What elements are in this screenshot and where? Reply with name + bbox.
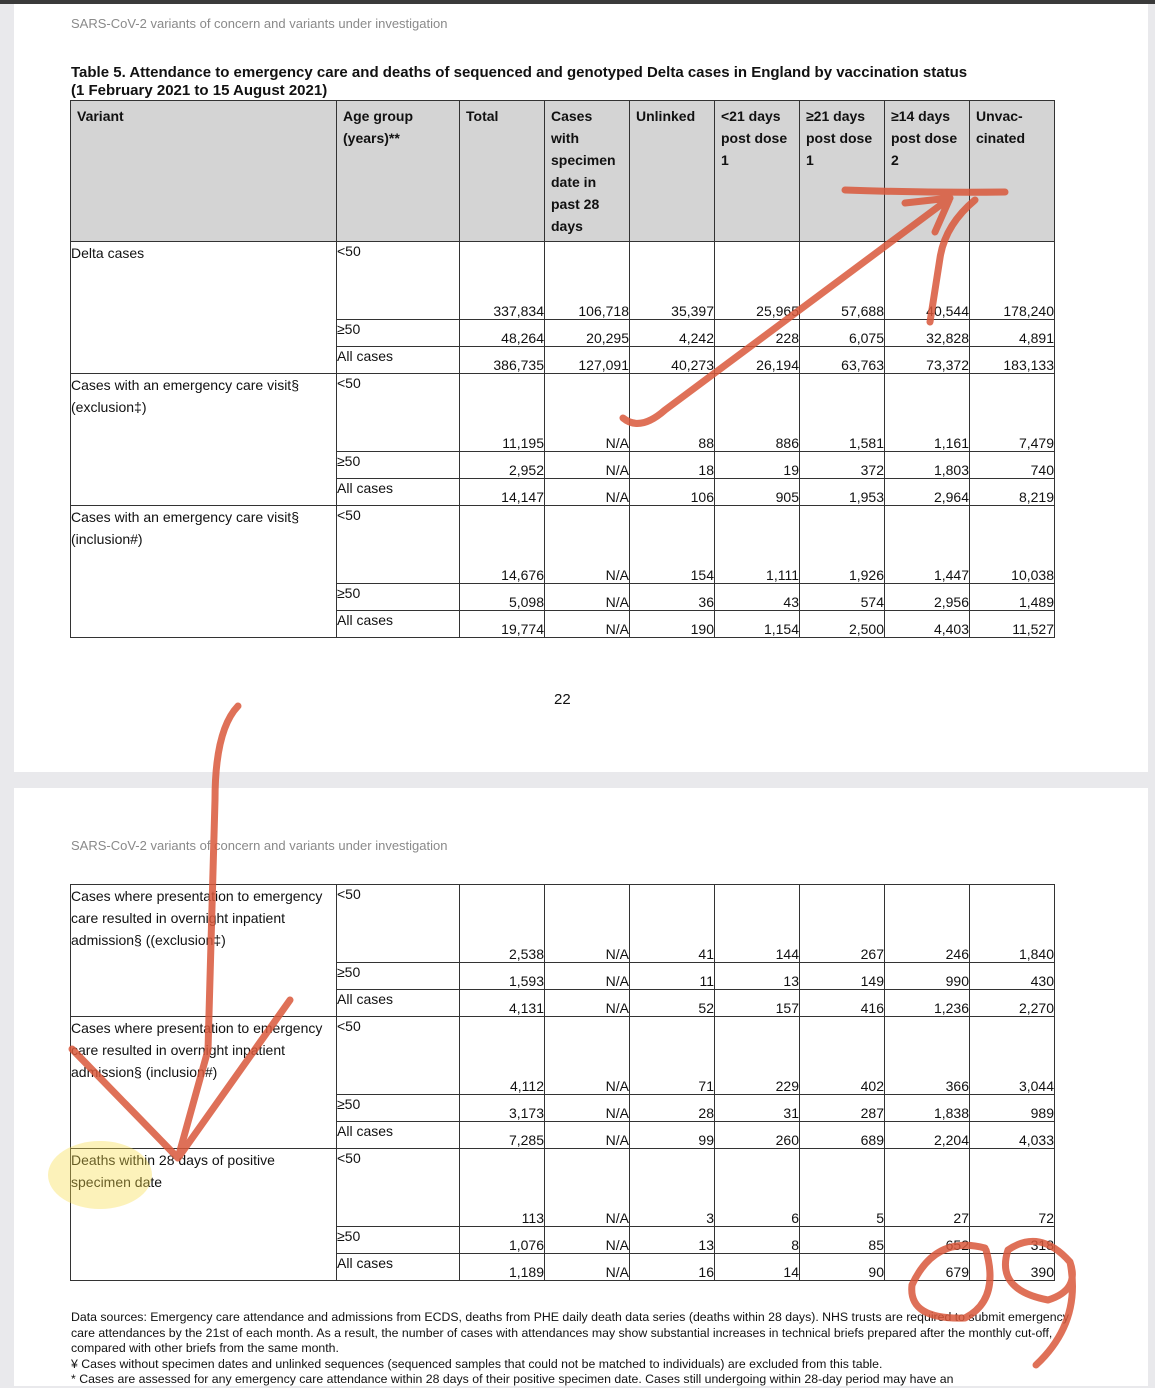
variant-label: Delta cases	[71, 242, 337, 374]
cell-unvaccinated: 430	[970, 963, 1055, 990]
table-title-line-1: Table 5. Attendance to emergency care and deaths of sequenced and genotyped Delta cases in England by vaccination status	[71, 64, 968, 81]
cell-ge21-post-dose1: 149	[800, 963, 885, 990]
cell-unvaccinated: 1,489	[970, 584, 1055, 611]
cell-with-specimen: N/A	[545, 611, 630, 638]
cell-unvaccinated: 390	[970, 1254, 1055, 1281]
cell-with-specimen: N/A	[545, 1254, 630, 1281]
age-group-cell: <50	[337, 374, 460, 452]
cell-unvaccinated: 183,133	[970, 347, 1055, 374]
cell-unvaccinated: 10,038	[970, 506, 1055, 584]
age-group-cell: All cases	[337, 1254, 460, 1281]
cell-total: 14,676	[460, 506, 545, 584]
cell-ge14-post-dose2: 1,803	[885, 452, 970, 479]
cell-lt21-post-dose1: 8	[715, 1227, 800, 1254]
age-group-cell: <50	[337, 1149, 460, 1227]
variant-label: Deaths within 28 days of positive specimen date	[71, 1149, 337, 1281]
cell-unlinked: 13	[630, 1227, 715, 1254]
cell-ge21-post-dose1: 267	[800, 885, 885, 963]
cell-ge21-post-dose1: 90	[800, 1254, 885, 1281]
cell-with-specimen: N/A	[545, 506, 630, 584]
arrow-to-vaccinated-column	[623, 198, 950, 423]
age-group-cell: ≥50	[337, 320, 460, 347]
cell-total: 4,112	[460, 1017, 545, 1095]
cell-unlinked: 99	[630, 1122, 715, 1149]
cell-unlinked: 4,242	[630, 320, 715, 347]
cell-unvaccinated: 1,840	[970, 885, 1055, 963]
cell-unvaccinated: 8,219	[970, 479, 1055, 506]
cell-unlinked: 190	[630, 611, 715, 638]
variant-label: Cases where presentation to emergency care resulted in overnight inpatient admission§ (inclusion#)	[71, 1017, 337, 1149]
variant-label: Cases with an emergency care visit§ (exclusion‡)	[71, 374, 337, 506]
cell-total: 4,131	[460, 990, 545, 1017]
cell-with-specimen: N/A	[545, 479, 630, 506]
age-group-cell: All cases	[337, 990, 460, 1017]
cell-total: 3,173	[460, 1095, 545, 1122]
cell-lt21-post-dose1: 6	[715, 1149, 800, 1227]
cell-with-specimen: N/A	[545, 963, 630, 990]
cell-ge14-post-dose2: 652	[885, 1227, 970, 1254]
cell-with-specimen: N/A	[545, 452, 630, 479]
cell-unvaccinated: 740	[970, 452, 1055, 479]
variant-label: Cases with an emergency care visit§ (inclusion#)	[71, 506, 337, 638]
cell-ge14-post-dose2: 2,964	[885, 479, 970, 506]
cell-with-specimen: N/A	[545, 885, 630, 963]
cell-ge21-post-dose1: 1,581	[800, 374, 885, 452]
cell-total: 1,076	[460, 1227, 545, 1254]
running-header: SARS-CoV-2 variants of concern and variants under investigation	[71, 16, 448, 31]
cell-ge21-post-dose1: 287	[800, 1095, 885, 1122]
cell-ge21-post-dose1: 416	[800, 990, 885, 1017]
cell-unvaccinated: 178,240	[970, 242, 1055, 320]
cell-lt21-post-dose1: 1,111	[715, 506, 800, 584]
cell-unlinked: 3	[630, 1149, 715, 1227]
cell-lt21-post-dose1: 31	[715, 1095, 800, 1122]
age-group-cell: <50	[337, 242, 460, 320]
cell-unlinked: 154	[630, 506, 715, 584]
cell-lt21-post-dose1: 26,194	[715, 347, 800, 374]
cell-unlinked: 88	[630, 374, 715, 452]
cell-total: 113	[460, 1149, 545, 1227]
cell-with-specimen: N/A	[545, 1017, 630, 1095]
cell-ge21-post-dose1: 85	[800, 1227, 885, 1254]
cell-ge21-post-dose1: 1,926	[800, 506, 885, 584]
cell-unlinked: 18	[630, 452, 715, 479]
cell-lt21-post-dose1: 1,154	[715, 611, 800, 638]
age-group-cell: ≥50	[337, 452, 460, 479]
cell-unvaccinated: 2,270	[970, 990, 1055, 1017]
cell-unlinked: 35,397	[630, 242, 715, 320]
cell-total: 1,593	[460, 963, 545, 990]
cell-unlinked: 71	[630, 1017, 715, 1095]
note-cases-without-dates: ¥ Cases without specimen dates and unlinked sequences (sequenced samples that could not be matched to individuals) are excluded from this table.	[71, 1356, 883, 1371]
cell-unvaccinated: 72	[970, 1149, 1055, 1227]
note-data-sources: Data sources: Emergency care attendance and admissions from ECDS, deaths from PHE daily death data series (deaths within 28 days). NHS trusts are required to submit emergency care attendances by the 21st of each month. As a result, the number of cases with attendances may show substantial increases in technical briefs prepared after the monthly cut-off, compared with other briefs from the same month.	[71, 1310, 1069, 1356]
col-header-unlinked: Unlinked	[630, 101, 715, 242]
cell-unvaccinated: 3,044	[970, 1017, 1055, 1095]
cell-with-specimen: N/A	[545, 990, 630, 1017]
cell-with-specimen: N/A	[545, 584, 630, 611]
note-cases-assessed: * Cases are assessed for any emergency care attendance within 28 days of their positive specimen date. Cases still undergoing within 28-day period may have an	[71, 1372, 954, 1387]
cell-ge21-post-dose1: 372	[800, 452, 885, 479]
age-group-cell: <50	[337, 1017, 460, 1095]
col-header-lt21-post-dose1: <21 days post dose 1	[715, 101, 800, 242]
cell-ge14-post-dose2: 4,403	[885, 611, 970, 638]
cell-with-specimen: 20,295	[545, 320, 630, 347]
cell-ge21-post-dose1: 574	[800, 584, 885, 611]
age-group-cell: <50	[337, 885, 460, 963]
cell-lt21-post-dose1: 886	[715, 374, 800, 452]
cell-with-specimen: N/A	[545, 374, 630, 452]
cell-lt21-post-dose1: 13	[715, 963, 800, 990]
cell-total: 337,834	[460, 242, 545, 320]
cell-ge14-post-dose2: 40,544	[885, 242, 970, 320]
cell-ge14-post-dose2: 1,838	[885, 1095, 970, 1122]
table-title-line-2: (1 February 2021 to 15 August 2021)	[71, 82, 328, 99]
cell-ge21-post-dose1: 5	[800, 1149, 885, 1227]
col-header-variant: Variant	[71, 101, 337, 242]
col-header-age-group: Age group (years)**	[337, 101, 460, 242]
cell-lt21-post-dose1: 14	[715, 1254, 800, 1281]
cell-with-specimen: 127,091	[545, 347, 630, 374]
cell-total: 1,189	[460, 1254, 545, 1281]
age-group-cell: All cases	[337, 611, 460, 638]
cell-ge14-post-dose2: 2,956	[885, 584, 970, 611]
cell-unlinked: 52	[630, 990, 715, 1017]
cell-unvaccinated: 989	[970, 1095, 1055, 1122]
cell-ge14-post-dose2: 679	[885, 1254, 970, 1281]
yellow-highlight-mark	[48, 1141, 152, 1209]
cell-ge21-post-dose1: 1,953	[800, 479, 885, 506]
col-header-with-specimen: Cases with specimen date in past 28 days	[545, 101, 630, 242]
cell-unvaccinated: 11,527	[970, 611, 1055, 638]
cell-ge14-post-dose2: 2,204	[885, 1122, 970, 1149]
cell-unlinked: 106	[630, 479, 715, 506]
cell-unlinked: 36	[630, 584, 715, 611]
cell-ge14-post-dose2: 32,828	[885, 320, 970, 347]
cell-lt21-post-dose1: 157	[715, 990, 800, 1017]
cell-unlinked: 28	[630, 1095, 715, 1122]
cell-ge14-post-dose2: 1,161	[885, 374, 970, 452]
cell-total: 5,098	[460, 584, 545, 611]
running-header: SARS-CoV-2 variants of concern and variants under investigation	[71, 838, 448, 853]
cell-lt21-post-dose1: 229	[715, 1017, 800, 1095]
cell-total: 7,285	[460, 1122, 545, 1149]
cell-ge21-post-dose1: 402	[800, 1017, 885, 1095]
cell-total: 2,952	[460, 452, 545, 479]
cell-unvaccinated: 4,891	[970, 320, 1055, 347]
cell-lt21-post-dose1: 19	[715, 452, 800, 479]
cell-with-specimen: N/A	[545, 1095, 630, 1122]
cell-lt21-post-dose1: 43	[715, 584, 800, 611]
circle-around-390	[1005, 1241, 1072, 1365]
cell-ge21-post-dose1: 689	[800, 1122, 885, 1149]
cell-with-specimen: N/A	[545, 1149, 630, 1227]
cell-lt21-post-dose1: 228	[715, 320, 800, 347]
cell-ge14-post-dose2: 990	[885, 963, 970, 990]
cell-total: 386,735	[460, 347, 545, 374]
cell-total: 48,264	[460, 320, 545, 347]
arrow-to-dose2-delta-cases	[930, 200, 975, 322]
age-group-cell: ≥50	[337, 1095, 460, 1122]
cell-lt21-post-dose1: 260	[715, 1122, 800, 1149]
cell-unvaccinated: 318	[970, 1227, 1055, 1254]
col-header-ge21-post-dose1: ≥21 days post dose 1	[800, 101, 885, 242]
cell-unlinked: 16	[630, 1254, 715, 1281]
age-group-cell: ≥50	[337, 1227, 460, 1254]
cell-with-specimen: 106,718	[545, 242, 630, 320]
cell-ge14-post-dose2: 1,236	[885, 990, 970, 1017]
cell-unlinked: 40,273	[630, 347, 715, 374]
cell-lt21-post-dose1: 144	[715, 885, 800, 963]
underline-stroke	[845, 190, 1005, 192]
cell-with-specimen: N/A	[545, 1122, 630, 1149]
age-group-cell: <50	[337, 506, 460, 584]
variant-label: Cases where presentation to emergency care resulted in overnight inpatient admission§ ((exclusion‡)	[71, 885, 337, 1017]
cell-lt21-post-dose1: 905	[715, 479, 800, 506]
cell-ge21-post-dose1: 6,075	[800, 320, 885, 347]
cell-with-specimen: N/A	[545, 1227, 630, 1254]
cell-ge21-post-dose1: 2,500	[800, 611, 885, 638]
cell-total: 11,195	[460, 374, 545, 452]
cell-total: 2,538	[460, 885, 545, 963]
age-group-cell: All cases	[337, 347, 460, 374]
cell-unvaccinated: 7,479	[970, 374, 1055, 452]
cell-ge14-post-dose2: 1,447	[885, 506, 970, 584]
cell-lt21-post-dose1: 25,965	[715, 242, 800, 320]
cell-ge14-post-dose2: 27	[885, 1149, 970, 1227]
cell-ge14-post-dose2: 73,372	[885, 347, 970, 374]
age-group-cell: ≥50	[337, 584, 460, 611]
age-group-cell: ≥50	[337, 963, 460, 990]
col-header-unvaccinated: Unvac-cinated	[970, 101, 1055, 242]
cell-ge14-post-dose2: 366	[885, 1017, 970, 1095]
cell-ge21-post-dose1: 57,688	[800, 242, 885, 320]
age-group-cell: All cases	[337, 1122, 460, 1149]
cell-ge21-post-dose1: 63,763	[800, 347, 885, 374]
cell-unlinked: 11	[630, 963, 715, 990]
cell-total: 19,774	[460, 611, 545, 638]
age-group-cell: All cases	[337, 479, 460, 506]
circle-around-679	[912, 1245, 990, 1318]
page-number: 22	[554, 691, 571, 708]
cell-ge14-post-dose2: 246	[885, 885, 970, 963]
cell-unlinked: 41	[630, 885, 715, 963]
cell-total: 14,147	[460, 479, 545, 506]
cell-unvaccinated: 4,033	[970, 1122, 1055, 1149]
col-header-total: Total	[460, 101, 545, 242]
col-header-ge14-post-dose2: ≥14 days post dose 2	[885, 101, 970, 242]
